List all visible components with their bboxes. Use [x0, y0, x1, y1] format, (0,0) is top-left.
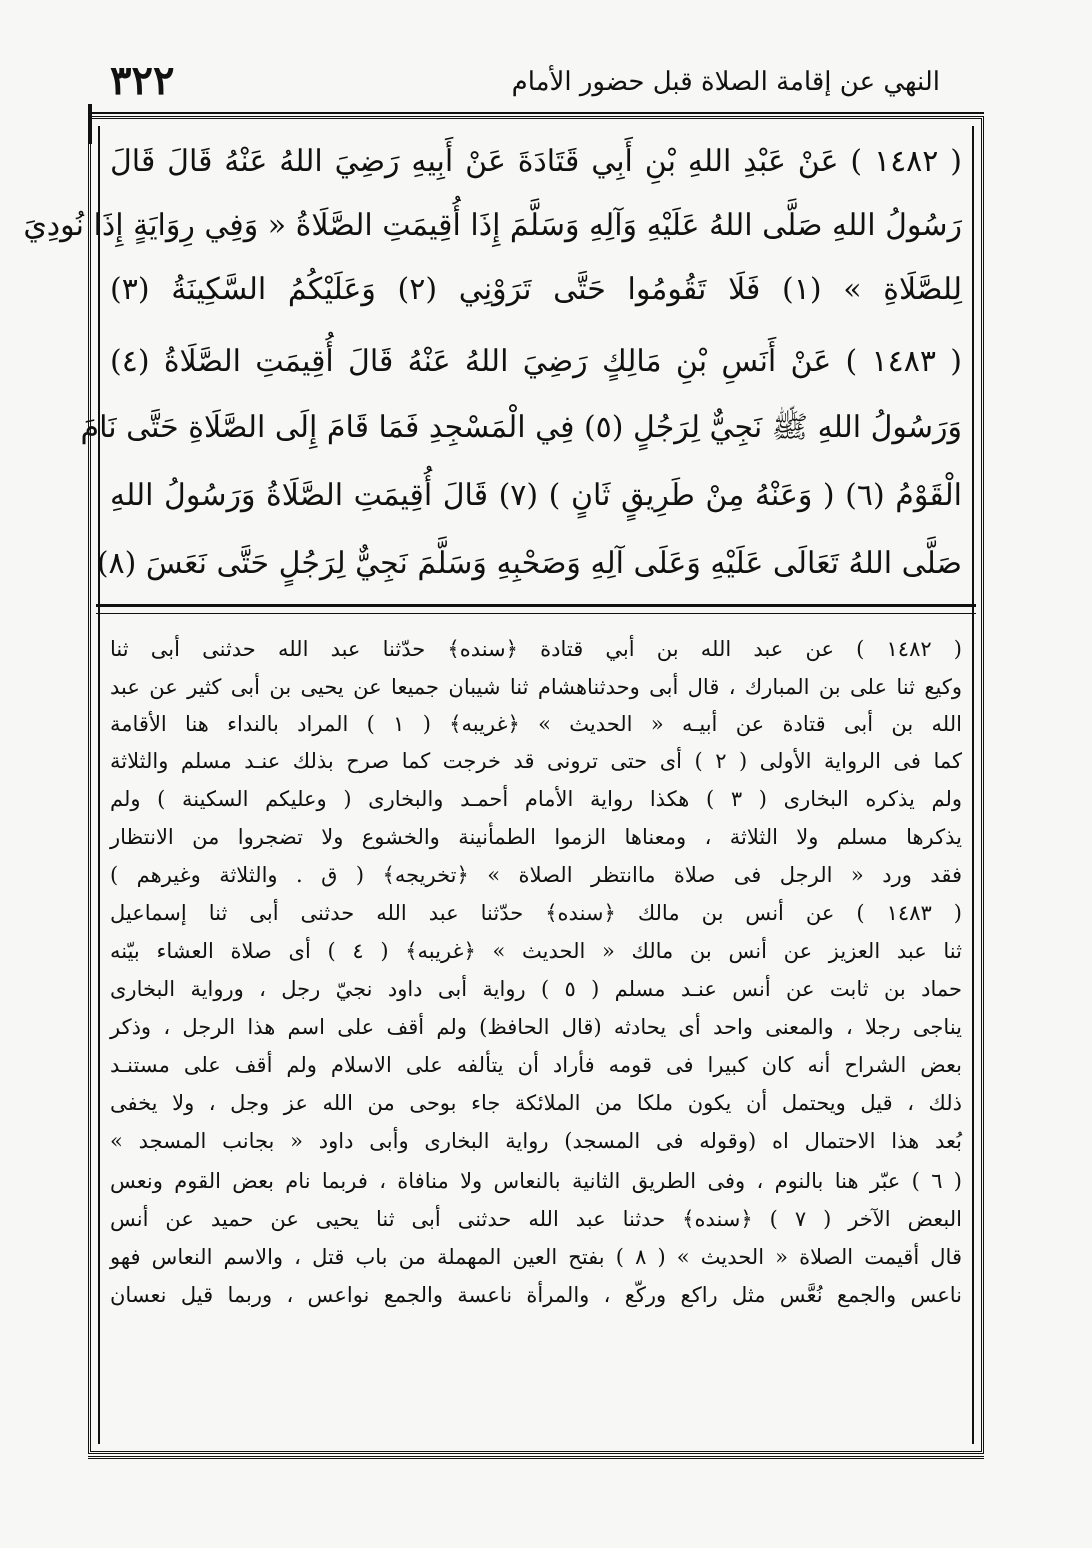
commentary-line: ذلك ، قيل ويحتمل أن يكون ملكا من الملائكة جاء بوحى من الله عز وجل ، ولا يخفى [110, 1091, 962, 1115]
commentary-line: يناجى رجلا ، والمعنى واحد أى يحادثه (قال الحافظ) ولم أقف على اسم هذا الرجل ، وذكر [110, 1015, 962, 1039]
commentary-line: بعض الشراح أنه كان كبيرا فى قومه فأراد أن يتألفه على الاسلام ولم أقف على مستنـد [110, 1053, 962, 1077]
hadith-text [23, 134, 963, 598]
commentary-line: ( ١٤٨٣ ) عن أنس بن مالك ﴿سنده﴾ حدّثنا عبد الله حدثنى أبى ثنا إسماعيل [110, 901, 962, 925]
footer-rule [88, 1456, 984, 1459]
hadith-line: ( ١٤٨٣ ) عَنْ أَنَسِ بْنِ مَالِكٍ رَضِيَ اللهُ عَنْهُ قَالَ أُقِيمَتِ الصَّلَاةُ (٤) [110, 344, 962, 379]
page-header [110, 54, 980, 112]
commentary-text [110, 622, 962, 1442]
hadith-line: رَسُولُ اللهِ صَلَّى اللهُ عَلَيْهِ وَآلِهِ وَسَلَّمَ إِذَا أُقِيمَتِ الصَّلَاةُ « وَفِي رِوَايَةٍ إِذَا نُودِيَ [23, 208, 962, 243]
commentary-line: ناعس والجمع نُعَّس مثل راكع وركّع ، والمرأة ناعسة والجمع نواعس ، وربما قيل نعسان [110, 1283, 962, 1307]
commentary-line: بُعد هذا الاحتمال اه (وقوله فى المسجد) رواية البخارى وأبى داود « بجانب المسجد » [110, 1129, 962, 1153]
commentary-line: وكيع ثنا على بن المبارك ، قال أبى وحدثناهشام ثنا شيبان جميعا عن يحيى بن أبى كثير عن عبد [110, 675, 962, 699]
commentary-line: الله بن أبى قتادة عن أبيـه « الحديث » ﴿غريبه﴾ ( ١ ) المراد بالنداء هنا الأقامة [110, 712, 962, 736]
commentary-line: ( ٦ ) عبّر هنا بالنوم ، وفى الطريق الثانية بالنعاس ولا منافاة ، فربما نام بعض القوم ونعس [110, 1169, 962, 1193]
commentary-line: البعض الآخر ( ٧ ) ﴿سنده﴾ حدثنا عبد الله حدثنى أبى ثنا يحيى عن حميد عن أنس [110, 1207, 962, 1231]
commentary-line: ولم يذكره البخارى ( ٣ ) هكذا رواية الأمام أحمـد والبخارى ( وعليكم السكينة ) ولم [110, 787, 963, 811]
section-divider [96, 604, 976, 614]
running-title: النهي عن إقامة الصلاة قبل حضور الأمام [511, 67, 940, 97]
commentary-line: كما فى الرواية الأولى ( ٢ ) أى حتى ترونى قد خرجت كما صرح بذلك عنـد مسلم والثلاثة [110, 749, 962, 773]
commentary-line: قال أقيمت الصلاة « الحديث » ( ٨ ) بفتح العين المهملة من باب قتل ، والاسم النعاس فهو [110, 1245, 962, 1269]
commentary-line: ( ١٤٨٢ ) عن عبد الله بن أبي قتادة ﴿سنده﴾ حدّثنا عبد الله حدثنى أبى ثنا [110, 637, 963, 661]
page-number: ٣٢٢ [110, 57, 175, 104]
hadith-line: وَرَسُولُ اللهِ ﷺ نَجِيٌّ لِرَجُلٍ (٥) فِي الْمَسْجِدِ فَمَا قَامَ إِلَى الصَّلَاةِ حَتَّى نَامَ [80, 410, 962, 445]
hadith-line: ( ١٤٨٢ ) عَنْ عَبْدِ اللهِ بْنِ أَبِي قَتَادَةَ عَنْ أَبِيهِ رَضِيَ اللهُ عَنْهُ قَالَ قَالَ [110, 144, 962, 179]
commentary-line: ثنا عبد العزيز عن أنس بن مالك « الحديث » ﴿غريبه﴾ ( ٤ ) أى صلاة العشاء بيّنه [110, 939, 962, 963]
hadith-line: لِلصَّلَاةِ » (١) فَلَا تَقُومُوا حَتَّى تَرَوْنِي (٢) وَعَلَيْكُمُ السَّكِينَةُ (٣) [110, 272, 963, 307]
hadith-line: صَلَّى اللهُ تَعَالَى عَلَيْهِ وَعَلَى آلِهِ وَصَحْبِهِ وَسَلَّمَ نَجِيٌّ لِرَجُلٍ حَتَّى نَعَسَ (٨) [96, 546, 962, 581]
commentary-line: يذكرها مسلم ولا الثلاثة ، ومعناها الزموا الطمأنينة والخشوع ولا تضجروا من الانتظار [110, 825, 962, 849]
header-rule [88, 112, 984, 114]
commentary-line: فقد ورد « الرجل فى صلاة ماانتظر الصلاة » ﴿تخريجه﴾ ( ق . والثلاثة وغيرهم ) [110, 863, 962, 887]
commentary-line: حماد بن ثابت عن أنس عنـد مسلم ( ٥ ) رواية أبى داود نجيّ رجل ، ورواية البخارى [110, 977, 962, 1001]
hadith-line: الْقَوْمُ (٦) ( وَعَنْهُ مِنْ طَرِيقٍ ثَانٍ ) (٧) قَالَ أُقِيمَتِ الصَّلَاةُ وَرَسُولُ اللهِ [110, 478, 962, 513]
